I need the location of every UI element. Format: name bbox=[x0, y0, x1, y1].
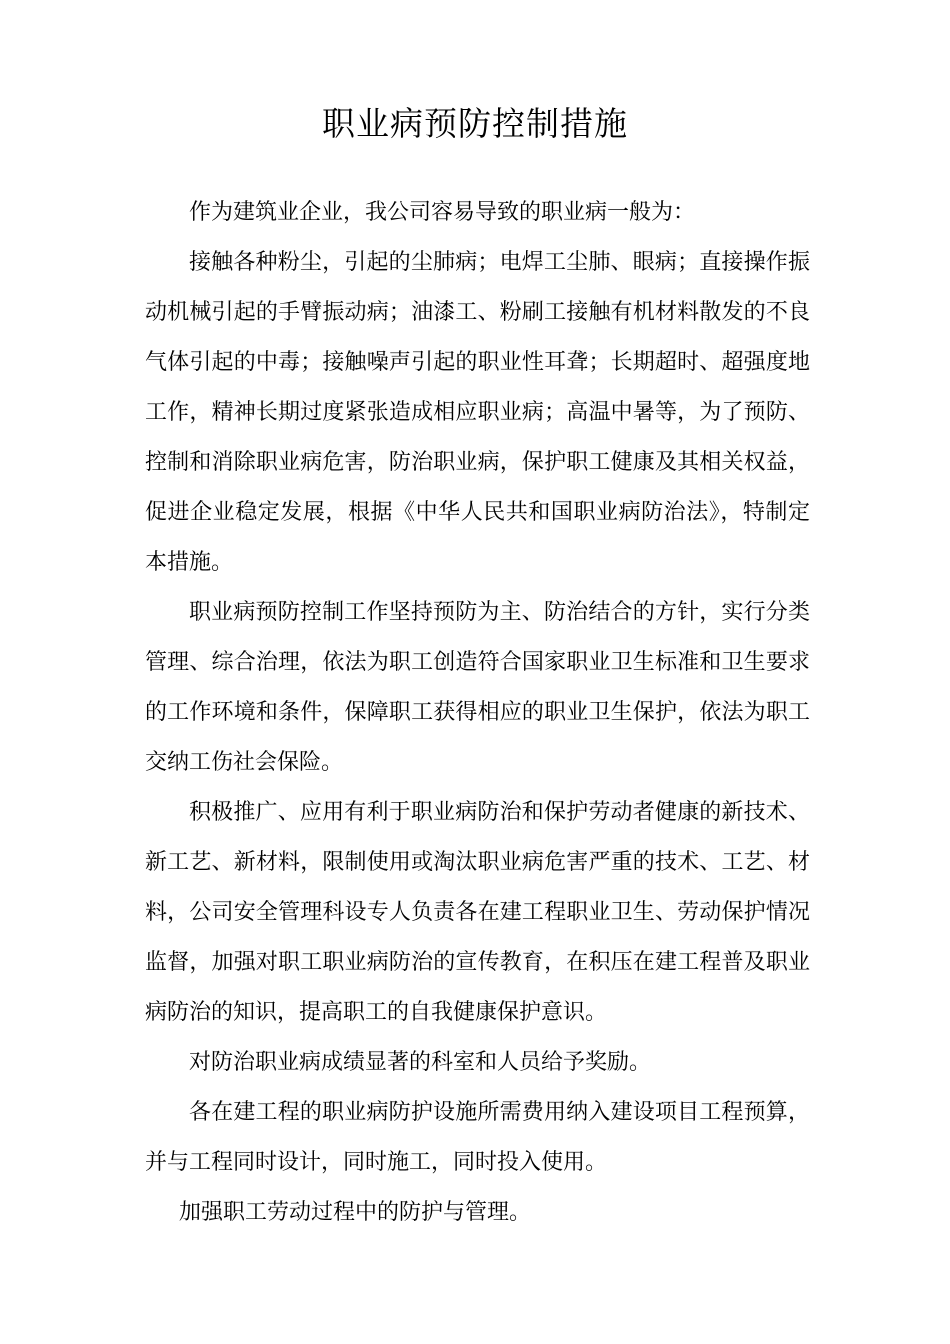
paragraph-technology: 积极推广、应用有利于职业病防治和保护劳动者健康的新技术、新工艺、新材料，限制使用或淘汰职业病危害严重的技术、工艺、材料，公司安全管理科设专人负责各在建工程职业卫生、劳动保护情况监督，加强对职工职业病防治的宣传教育，在积压在建工程普及职业病防治的知识，提高职工的自我健康保护意识。 bbox=[145, 800, 810, 1025]
paragraph-reward: 对防治职业病成绩显著的科室和人员给予奖励。 bbox=[189, 1050, 652, 1075]
paragraph-intro: 作为建筑业企业，我公司容易导致的职业病一般为： bbox=[189, 200, 696, 225]
document-body bbox=[145, 188, 810, 1238]
paragraph-policy: 职业病预防控制工作坚持预防为主、防治结合的方针，实行分类管理、综合治理，依法为职工创造符合国家职业卫生标准和卫生要求的工作环境和条件，保障职工获得相应的职业卫生保护，依法为职工交纳工伤社会保险。 bbox=[145, 600, 810, 775]
paragraph-protection: 加强职工劳动过程中的防护与管理。 bbox=[179, 1200, 532, 1225]
paragraph-disease-list: 接触各种粉尘，引起的尘肺病；电焊工尘肺、眼病；直接操作振动机械引起的手臂振动病；油漆工、粉刷工接触有机材料散发的不良气体引起的中毒；接触噪声引起的职业性耳聋；长期超时、超强度地工作，精神长期过度紧张造成相应职业病；高温中暑等，为了预防、控制和消除职业病危害，防治职业病，保护职工健康及其相关权益，促进企业稳定发展，根据《中华人民共和国职业病防治法》，特制定本措施。 bbox=[145, 250, 810, 575]
document-title: 职业病预防控制措施 bbox=[322, 104, 628, 143]
paragraph-budget: 各在建工程的职业病防护设施所需费用纳入建设项目工程预算，并与工程同时设计，同时施工，同时投入使用。 bbox=[145, 1100, 810, 1175]
